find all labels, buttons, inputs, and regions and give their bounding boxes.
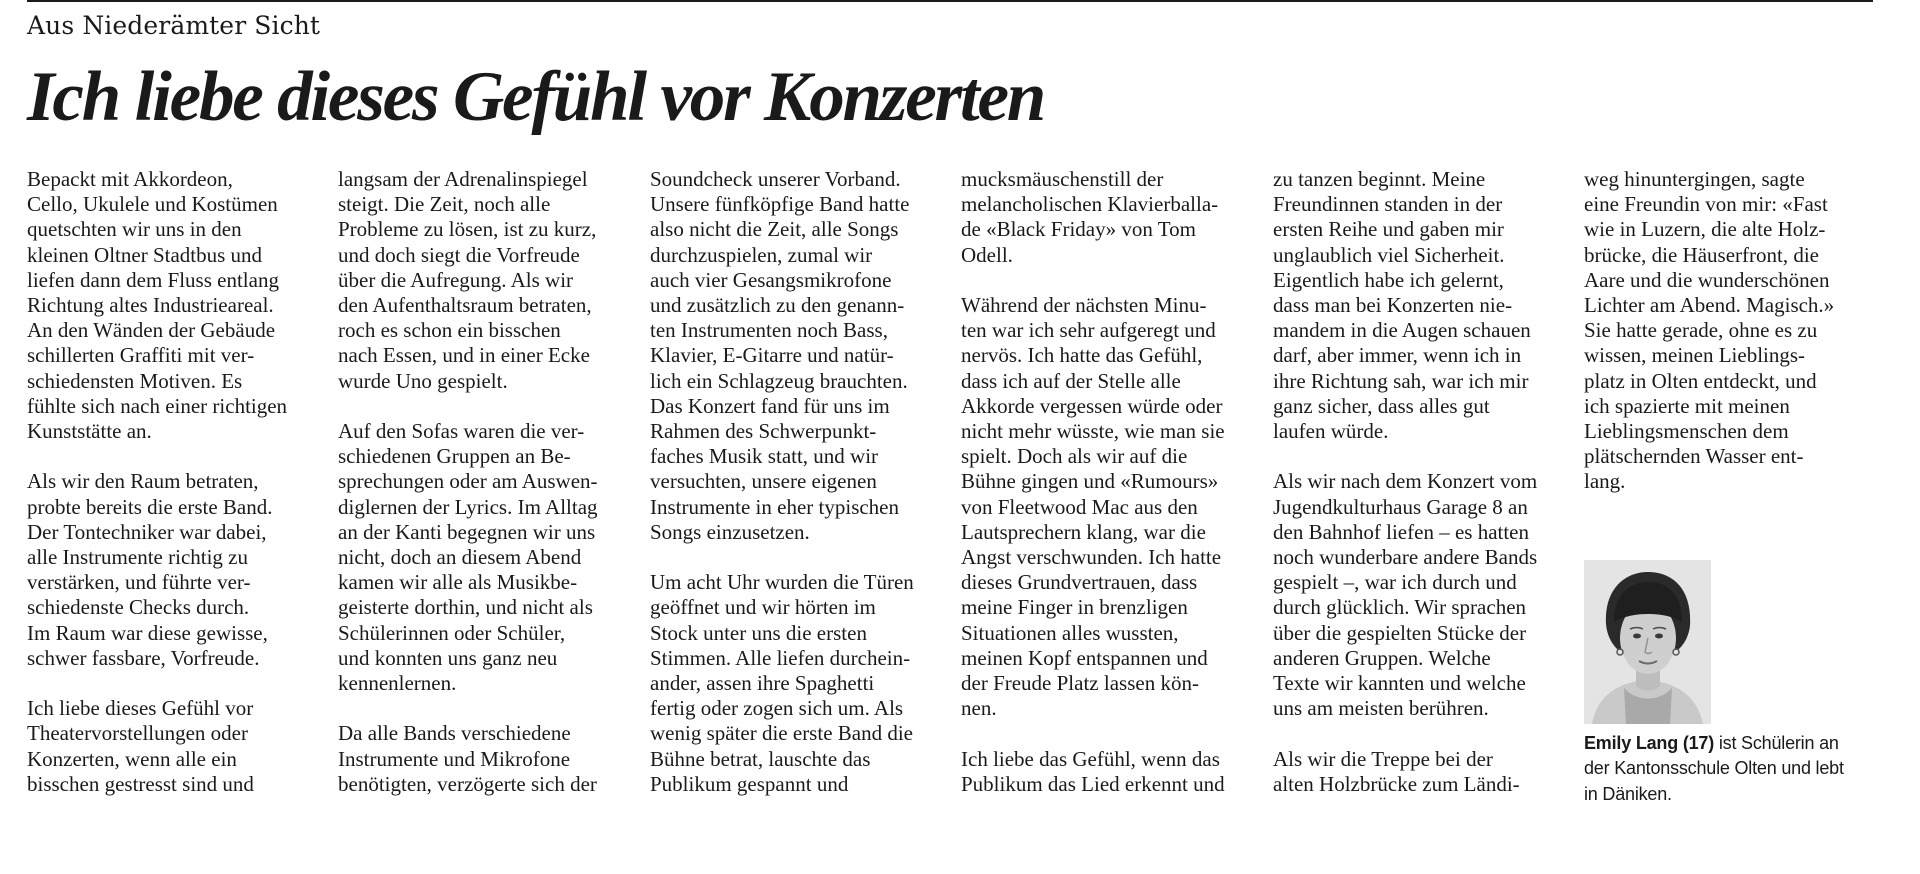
paragraph: Bepackt mit Akkordeon, Cello, Ukulele und Kostümen quetschten wir uns in den kleinen Oltner Stadtbus und liefen dann dem Fluss entlang Richtung altes Industrieareal. An den Wänden der Gebäude schillerten Graffiti mit ver- schiedensten Motiven. Es fühlte sich nach einer richtigen Kunststätte an. bbox=[27, 167, 288, 444]
portrait-illustration bbox=[1584, 560, 1711, 724]
paragraph: Als wir die Treppe bei der alten Holzbrücke zum Ländi- bbox=[1273, 746, 1520, 796]
paragraph: Um acht Uhr wurden die Türen geöffnet und wir hörten im Stock unter uns die ersten Stimmen. Alle liefen durchein- ander, assen ihre Spaghetti fertig oder zogen sich um. Als wenig später die erste Band die Bühne betrat, lauschte das Publikum gespannt und bbox=[650, 570, 914, 796]
author-name: Emily Lang (17) bbox=[1584, 733, 1715, 753]
author-caption bbox=[1584, 731, 1884, 807]
paragraph: Während der nächsten Minu- ten war ich sehr aufgeregt und nervös. Ich hatte das Gefühl, dass ich auf der Stelle alle Akkorde vergessen würde oder nicht mehr wüsste, wie man sie spielt. Doch als wir auf die Bühne gingen und «Rumours» von Fleetwood Mac aus den Lautsprechern klang, war die Angst verschwunden. Ich hatte dieses Grundvertrauen, dass meine Finger in brenzligen Situationen alles wussten, meinen Kopf entspannen und der Freude Platz lassen kön- nen. bbox=[961, 293, 1225, 721]
author-portrait bbox=[1584, 560, 1711, 724]
paragraph: Ich liebe dieses Gefühl vor Theatervorstellungen oder Konzerten, wenn alle ein bisschen gestresst sind und bbox=[27, 696, 254, 796]
paragraph: Auf den Sofas waren die ver- schiedenen Gruppen an Be- sprechungen oder am Auswen- diglernen der Lyrics. Im Alltag an der Kanti begegnen wir uns nicht, doch an diesem Abend kamen wir alle als Musikbe- geisterte dorthin, und nicht als Schülerinnen oder Schüler, und konnten uns ganz neu kennenlernen. bbox=[338, 419, 598, 696]
paragraph: weg hinuntergingen, sagte eine Freundin von mir: «Fast wie in Luzern, die alte Holz- brücke, die Häuserfront, die Aare und die wunderschönen Lichter am Abend. Magisch.» Sie hatte gerade, ohne es zu wissen, meinen Lieblings- platz in Olten entdeckt, und ich spazierte mit meinen Lieblingsmenschen dem plätschernden Wasser ent- lang. bbox=[1584, 167, 1835, 494]
paragraph: mucksmäuschenstill der melancholischen Klavierballa- de «Black Friday» von Tom Odell. bbox=[961, 167, 1219, 267]
column-kicker: Aus Niederämter Sicht bbox=[27, 11, 321, 40]
paragraph: Soundcheck unserer Vorband. Unsere fünfköpfige Band hatte also nicht die Zeit, alle Songs durchzuspielen, zumal wir auch vier Gesangsmikrofone und zusätzlich zu den genann- ten Instrumenten noch Bass, Klavier, E-Gitarre und natür- lich ein Schlagzeug brauchten. Das Konzert fand für uns im Rahmen des Schwerpunkt- faches Musik statt, und wir versuchten, unsere eigenen Instrumente in eher typischen Songs einzusetzen. bbox=[650, 167, 910, 544]
author-bio: ist Schülerin an der Kantonsschule Olten und lebt in Däniken. bbox=[1584, 733, 1844, 804]
article-headline: Ich liebe dieses Gefühl vor Konzerten bbox=[27, 58, 1045, 136]
article-column-1 bbox=[27, 167, 309, 797]
paragraph: Ich liebe das Gefühl, wenn das Publikum das Lied erkennt und bbox=[961, 746, 1225, 796]
paragraph: zu tanzen beginnt. Meine Freundinnen standen in der ersten Reihe und gaben mir unglaublich viel Sicherheit. Eigentlich habe ich gelernt, dass man bei Konzerten nie- mandem in die Augen schauen darf, aber immer, wenn ich in ihre Richtung sah, war ich mir ganz sicher, dass alles gut laufen würde. bbox=[1273, 167, 1531, 444]
article-column-3 bbox=[650, 167, 932, 797]
paragraph: Da alle Bands verschiedene Instrumente und Mikrofone benötigten, verzögerte sich der bbox=[338, 721, 597, 796]
paragraph: langsam der Adrenalinspiegel steigt. Die Zeit, noch alle Probleme zu lösen, ist zu kurz, und doch siegt die Vorfreude über die Aufregung. Als wir den Aufenthaltsraum betraten, roch es schon ein bisschen nach Essen, und in einer Ecke wurde Uno gespielt. bbox=[338, 167, 597, 393]
article-column-6 bbox=[1584, 167, 1866, 495]
article-column-5 bbox=[1273, 167, 1555, 797]
article-column-4 bbox=[961, 167, 1243, 797]
paragraph: Als wir den Raum betraten, probte bereits die erste Band. Der Tontechniker war dabei, alle Instrumente richtig zu verstärken, und führte ver- schiedenste Checks durch. Im Raum war diese gewisse, schwer fassbare, Vorfreude. bbox=[27, 469, 273, 670]
top-rule bbox=[27, 0, 1873, 2]
paragraph: Als wir nach dem Konzert vom Jugendkulturhaus Garage 8 an den Bahnhof liefen – es hatten noch wunderbare andere Bands gespielt –, war ich durch und durch glücklich. Wir sprachen über die gespielten Stücke der anderen Gruppen. Welche Texte wir kannten und welche uns am meisten berühren. bbox=[1273, 469, 1538, 721]
article-column-2 bbox=[338, 167, 620, 797]
